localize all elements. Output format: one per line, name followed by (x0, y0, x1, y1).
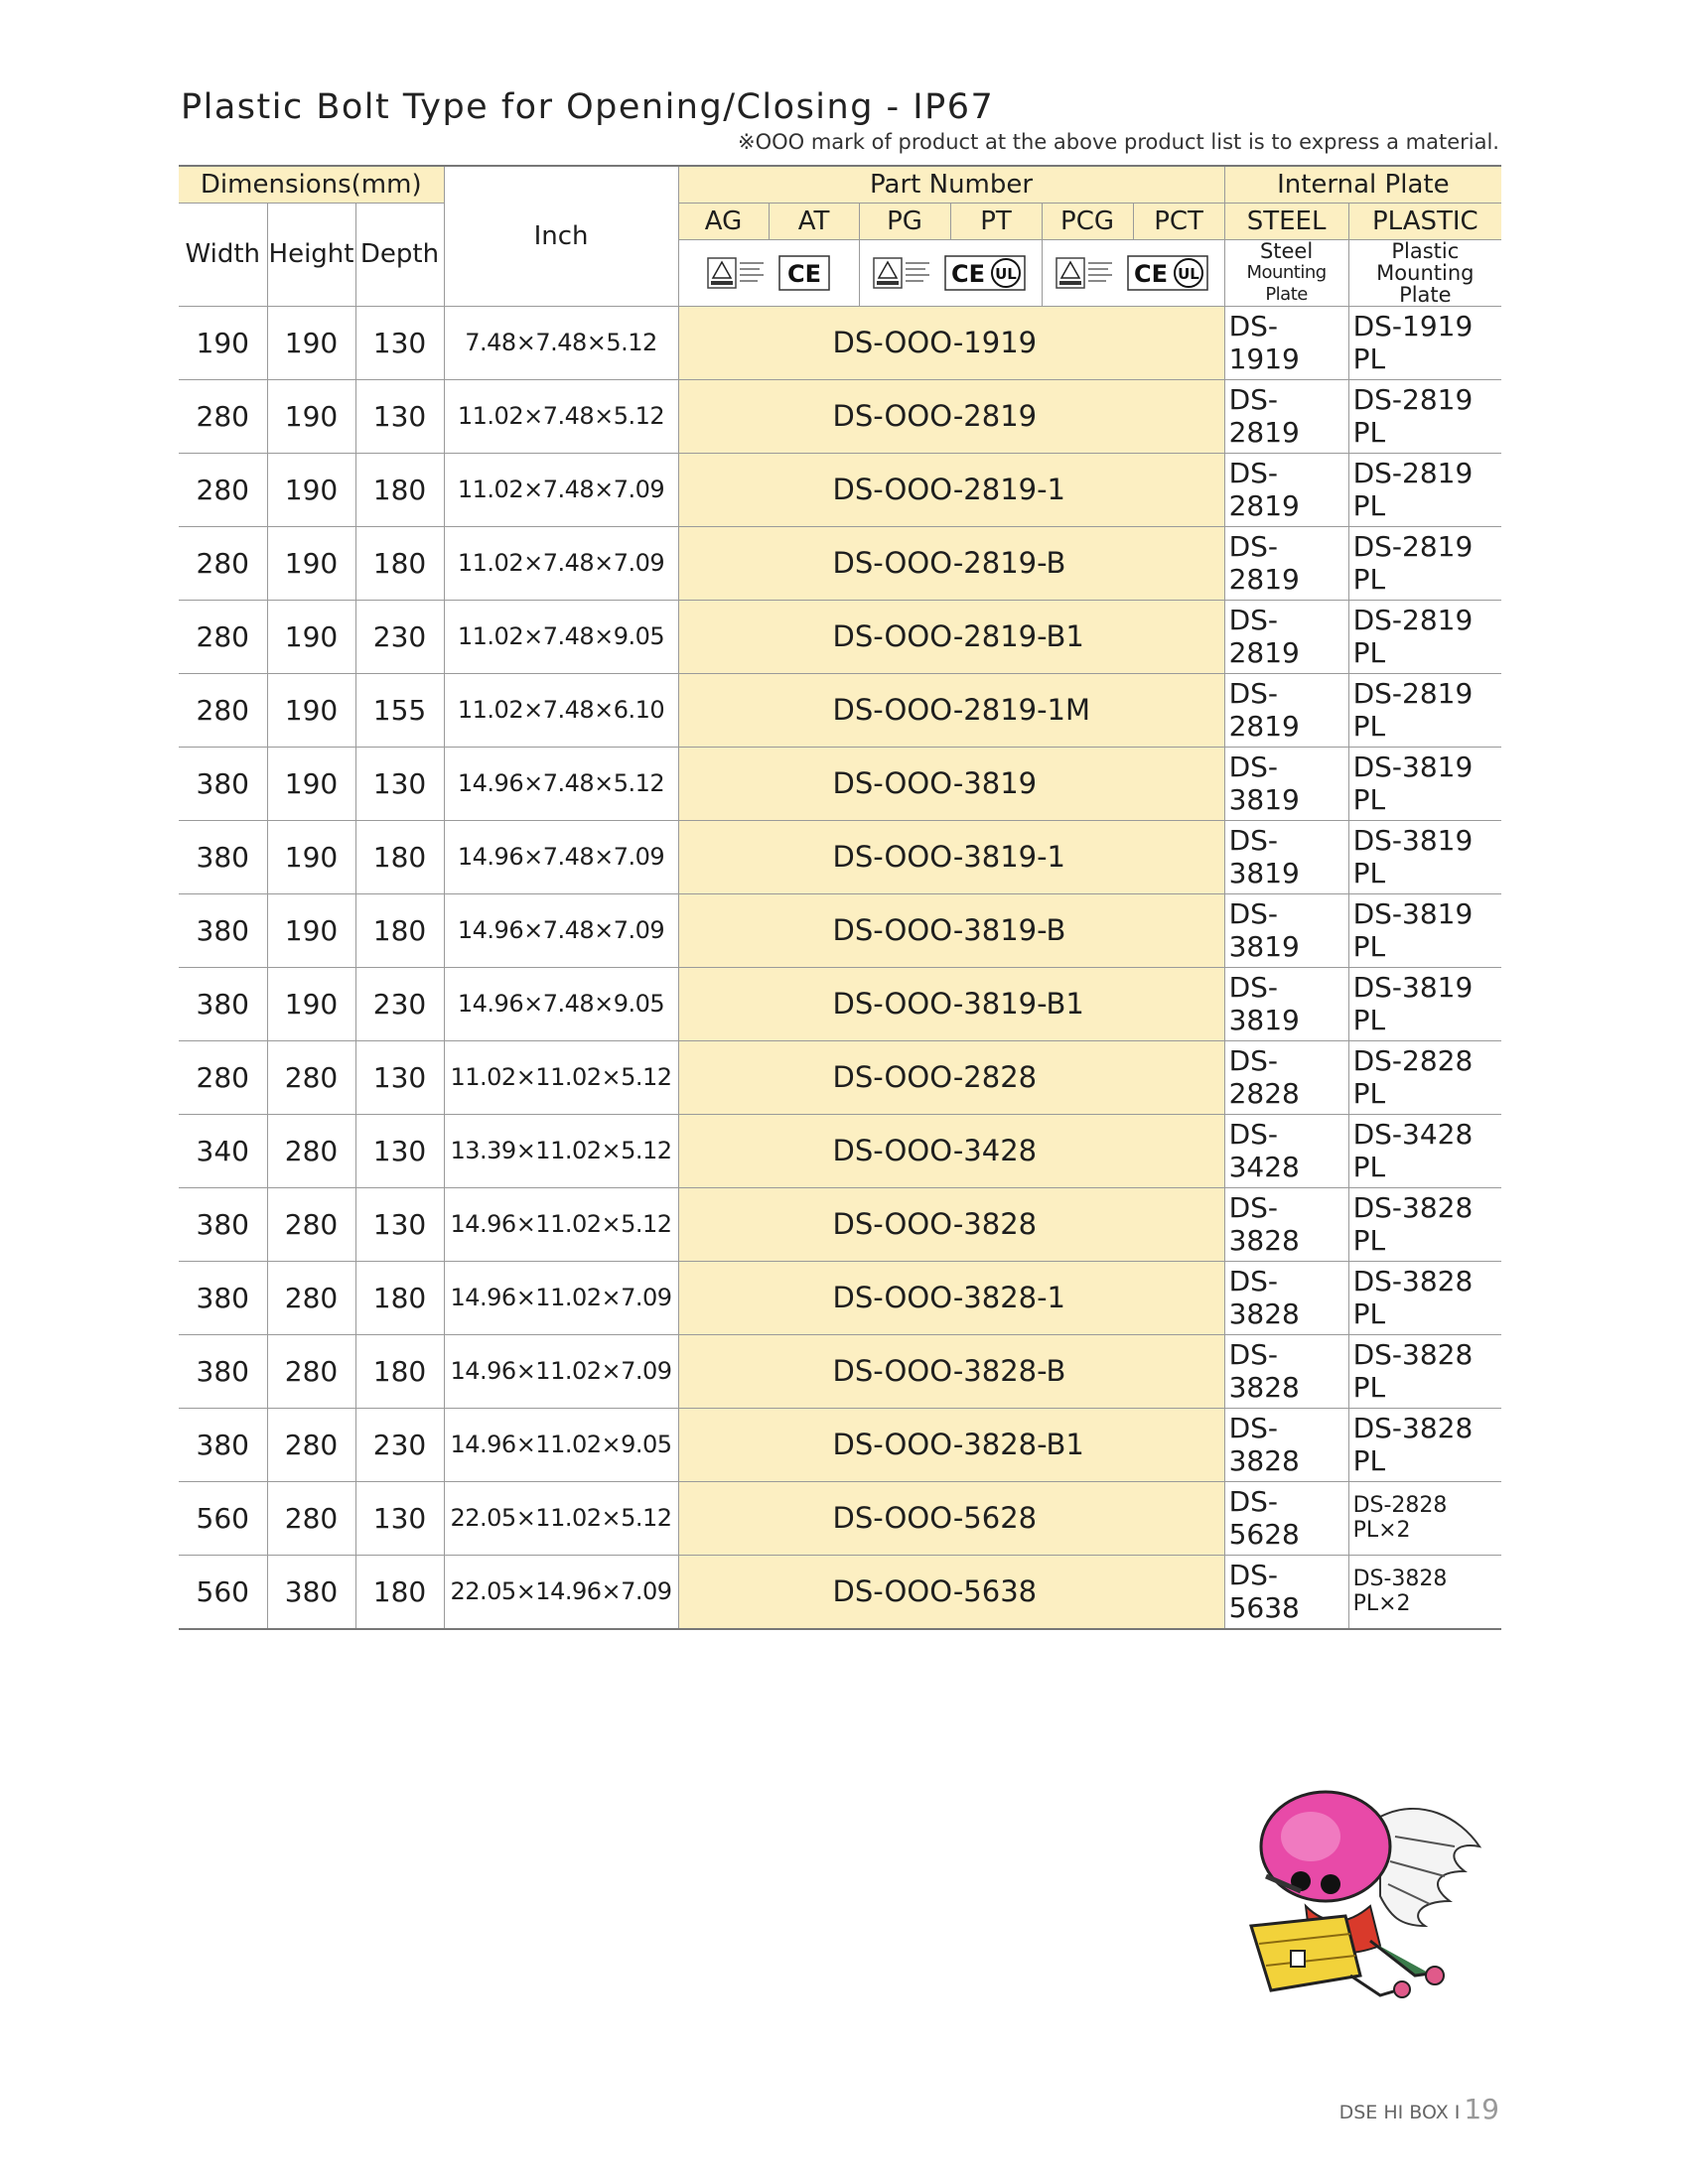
cell-steel-plate: DS-2819 (1224, 379, 1348, 453)
table-row (179, 1114, 1501, 1187)
cell-inch: 14.96×11.02×7.09 (444, 1334, 678, 1408)
cell-width: 380 (179, 820, 267, 893)
cell-plastic-plate: DS-3828 PL (1348, 1334, 1501, 1408)
cell-part-number: DS-OOO-3828-B (678, 1334, 1224, 1408)
cell-part-number: DS-OOO-3828 (678, 1187, 1224, 1261)
page-title: Plastic Bolt Type for Opening/Closing - IP67 (181, 87, 995, 127)
cell-width: 380 (179, 893, 267, 967)
cell-plastic-plate: DS-3819 PL (1348, 893, 1501, 967)
cell-inch: 13.39×11.02×5.12 (444, 1114, 678, 1187)
mascot-illustration (1231, 1777, 1489, 2015)
cell-width: 560 (179, 1555, 267, 1629)
cell-steel-plate: DS-2828 (1224, 1040, 1348, 1114)
cell-part-number: DS-OOO-3828-1 (678, 1261, 1224, 1334)
cell-inch: 14.96×7.48×9.05 (444, 967, 678, 1040)
cell-depth: 130 (355, 747, 444, 820)
ce-mark-icon (778, 255, 830, 291)
svg-text:CE: CE (787, 259, 822, 288)
table-row (179, 526, 1501, 600)
cell-inch: 7.48×7.48×5.12 (444, 306, 678, 379)
cell-height: 190 (267, 379, 355, 453)
cell-depth: 130 (355, 306, 444, 379)
cell-width: 380 (179, 1408, 267, 1481)
cell-part-number: DS-OOO-2819-1M (678, 673, 1224, 747)
cell-height: 280 (267, 1334, 355, 1408)
cell-inch: 11.02×7.48×5.12 (444, 379, 678, 453)
cell-steel-plate: DS-1919 (1224, 306, 1348, 379)
cell-depth: 130 (355, 1187, 444, 1261)
table-row (179, 893, 1501, 967)
cell-part-number: DS-OOO-3828-B1 (678, 1408, 1224, 1481)
material-pg-header: PG (859, 203, 950, 239)
cell-steel-plate: DS-2819 (1224, 526, 1348, 600)
warning-label-icon (1055, 256, 1121, 290)
cell-depth: 155 (355, 673, 444, 747)
cell-steel-plate: DS-3828 (1224, 1408, 1348, 1481)
cell-height: 280 (267, 1040, 355, 1114)
cell-steel-plate: DS-5628 (1224, 1481, 1348, 1555)
width-header: Width (179, 203, 267, 306)
cell-steel-plate: DS-3828 (1224, 1261, 1348, 1334)
cell-height: 280 (267, 1261, 355, 1334)
warning-label-icon (707, 256, 773, 290)
material-pt-header: PT (950, 203, 1042, 239)
table-row (179, 453, 1501, 526)
table-row (179, 1187, 1501, 1261)
cell-height: 190 (267, 453, 355, 526)
material-note: ※OOO mark of product at the above product list is to express a material. (737, 130, 1499, 154)
cell-inch: 14.96×11.02×5.12 (444, 1187, 678, 1261)
cell-part-number: DS-OOO-5628 (678, 1481, 1224, 1555)
cell-depth: 180 (355, 820, 444, 893)
table-row (179, 1481, 1501, 1555)
cell-plastic-plate: DS-2819 PL (1348, 673, 1501, 747)
cert-group-pc (1042, 239, 1224, 306)
cell-width: 280 (179, 453, 267, 526)
cell-depth: 180 (355, 1261, 444, 1334)
cell-part-number: DS-OOO-3819-B (678, 893, 1224, 967)
cell-plastic-plate: DS-3828 PL×2 (1348, 1555, 1501, 1629)
material-at-header: AT (769, 203, 859, 239)
cell-plastic-plate: DS-3828 PL (1348, 1261, 1501, 1334)
cell-inch: 14.96×7.48×7.09 (444, 820, 678, 893)
cell-width: 380 (179, 747, 267, 820)
height-header: Height (267, 203, 355, 306)
cell-plastic-plate: DS-2819 PL (1348, 526, 1501, 600)
cell-depth: 230 (355, 1408, 444, 1481)
inch-header: Inch (444, 166, 678, 306)
cell-part-number: DS-OOO-3819 (678, 747, 1224, 820)
cell-inch: 11.02×11.02×5.12 (444, 1040, 678, 1114)
cell-inch: 22.05×11.02×5.12 (444, 1481, 678, 1555)
cell-width: 280 (179, 526, 267, 600)
cell-steel-plate: DS-3828 (1224, 1187, 1348, 1261)
cell-part-number: DS-OOO-2819 (678, 379, 1224, 453)
cell-height: 190 (267, 820, 355, 893)
ce-ul-mark-icon (1127, 253, 1210, 293)
cert-group-p (859, 239, 1042, 306)
cell-depth: 180 (355, 893, 444, 967)
plastic-header: PLASTIC (1348, 203, 1501, 239)
table-row (179, 379, 1501, 453)
cell-depth: 180 (355, 453, 444, 526)
material-ag-header: AG (678, 203, 769, 239)
cell-steel-plate: DS-2819 (1224, 453, 1348, 526)
cell-steel-plate: DS-3819 (1224, 747, 1348, 820)
cell-steel-plate: DS-3819 (1224, 893, 1348, 967)
table-row (179, 1040, 1501, 1114)
cell-width: 280 (179, 379, 267, 453)
cert-group-a (678, 239, 859, 306)
cell-steel-plate: DS-5638 (1224, 1555, 1348, 1629)
cell-part-number: DS-OOO-3819-1 (678, 820, 1224, 893)
cell-part-number: DS-OOO-5638 (678, 1555, 1224, 1629)
svg-text:UL: UL (995, 264, 1017, 283)
table-row (179, 1555, 1501, 1629)
cell-depth: 230 (355, 967, 444, 1040)
svg-text:CE: CE (951, 259, 986, 288)
dimensions-header: Dimensions(mm) (179, 166, 444, 203)
cell-width: 380 (179, 1261, 267, 1334)
cell-width: 190 (179, 306, 267, 379)
cell-depth: 180 (355, 526, 444, 600)
cell-depth: 130 (355, 1040, 444, 1114)
cell-height: 190 (267, 306, 355, 379)
cell-plastic-plate: DS-3828 PL (1348, 1408, 1501, 1481)
cell-inch: 14.96×7.48×5.12 (444, 747, 678, 820)
table-row (179, 1408, 1501, 1481)
cell-width: 340 (179, 1114, 267, 1187)
cell-height: 280 (267, 1408, 355, 1481)
cell-part-number: DS-OOO-2819-B1 (678, 600, 1224, 673)
cell-plastic-plate: DS-2819 PL (1348, 453, 1501, 526)
table-row (179, 820, 1501, 893)
cell-part-number: DS-OOO-3819-B1 (678, 967, 1224, 1040)
cell-width: 380 (179, 967, 267, 1040)
cell-height: 190 (267, 526, 355, 600)
cell-plastic-plate: DS-1919 PL (1348, 306, 1501, 379)
cell-inch: 11.02×7.48×7.09 (444, 453, 678, 526)
cell-steel-plate: DS-3828 (1224, 1334, 1348, 1408)
internal-plate-header: Internal Plate (1224, 166, 1501, 203)
cell-part-number: DS-OOO-1919 (678, 306, 1224, 379)
material-pct-header: PCT (1133, 203, 1224, 239)
cell-plastic-plate: DS-2819 PL (1348, 379, 1501, 453)
brand-label: DSE HI BOX I (1338, 2102, 1461, 2123)
cell-inch: 14.96×7.48×7.09 (444, 893, 678, 967)
cell-inch: 11.02×7.48×7.09 (444, 526, 678, 600)
cell-depth: 130 (355, 1481, 444, 1555)
cell-steel-plate: DS-3428 (1224, 1114, 1348, 1187)
warning-label-icon (873, 256, 938, 290)
svg-text:UL: UL (1178, 264, 1199, 283)
cell-height: 190 (267, 967, 355, 1040)
table-row (179, 967, 1501, 1040)
cell-plastic-plate: DS-3819 PL (1348, 967, 1501, 1040)
table-row (179, 673, 1501, 747)
steel-header: STEEL (1224, 203, 1348, 239)
cell-plastic-plate: DS-2828 PL (1348, 1040, 1501, 1114)
steel-mounting-plate-label: Steel Mounting Plate (1224, 239, 1348, 306)
depth-header: Depth (355, 203, 444, 306)
page-number: 19 (1464, 2093, 1499, 2125)
ce-ul-mark-icon (944, 253, 1028, 293)
cell-height: 190 (267, 893, 355, 967)
cell-depth: 230 (355, 600, 444, 673)
cell-inch: 11.02×7.48×9.05 (444, 600, 678, 673)
cell-height: 190 (267, 600, 355, 673)
cell-part-number: DS-OOO-2819-B (678, 526, 1224, 600)
cell-width: 380 (179, 1334, 267, 1408)
cell-width: 560 (179, 1481, 267, 1555)
cell-plastic-plate: DS-3819 PL (1348, 747, 1501, 820)
cell-part-number: DS-OOO-2828 (678, 1040, 1224, 1114)
cell-inch: 14.96×11.02×9.05 (444, 1408, 678, 1481)
material-pcg-header: PCG (1042, 203, 1133, 239)
cell-part-number: DS-OOO-3428 (678, 1114, 1224, 1187)
table-body (179, 306, 1501, 1629)
cell-depth: 180 (355, 1334, 444, 1408)
cell-height: 190 (267, 747, 355, 820)
cell-depth: 130 (355, 379, 444, 453)
product-table (179, 165, 1501, 1630)
cell-part-number: DS-OOO-2819-1 (678, 453, 1224, 526)
cell-depth: 130 (355, 1114, 444, 1187)
cell-inch: 14.96×11.02×7.09 (444, 1261, 678, 1334)
cell-height: 280 (267, 1114, 355, 1187)
page-footer (1339, 2093, 1499, 2125)
cell-depth: 180 (355, 1555, 444, 1629)
cell-width: 380 (179, 1187, 267, 1261)
part-number-header: Part Number (678, 166, 1224, 203)
svg-text:CE: CE (1134, 259, 1169, 288)
table-row (179, 600, 1501, 673)
cell-plastic-plate: DS-2828 PL×2 (1348, 1481, 1501, 1555)
plastic-mounting-plate-label: Plastic Mounting Plate (1348, 239, 1501, 306)
cell-width: 280 (179, 1040, 267, 1114)
cell-steel-plate: DS-3819 (1224, 967, 1348, 1040)
table-row (179, 747, 1501, 820)
cell-height: 380 (267, 1555, 355, 1629)
cell-plastic-plate: DS-3828 PL (1348, 1187, 1501, 1261)
cell-plastic-plate: DS-3428 PL (1348, 1114, 1501, 1187)
cell-height: 280 (267, 1187, 355, 1261)
cell-width: 280 (179, 673, 267, 747)
cell-inch: 11.02×7.48×6.10 (444, 673, 678, 747)
table-row (179, 306, 1501, 379)
table-row (179, 1334, 1501, 1408)
cell-height: 190 (267, 673, 355, 747)
cell-height: 280 (267, 1481, 355, 1555)
cell-plastic-plate: DS-3819 PL (1348, 820, 1501, 893)
table-row (179, 1261, 1501, 1334)
cell-steel-plate: DS-2819 (1224, 673, 1348, 747)
cell-width: 280 (179, 600, 267, 673)
cell-plastic-plate: DS-2819 PL (1348, 600, 1501, 673)
cell-steel-plate: DS-2819 (1224, 600, 1348, 673)
cell-steel-plate: DS-3819 (1224, 820, 1348, 893)
cell-inch: 22.05×14.96×7.09 (444, 1555, 678, 1629)
